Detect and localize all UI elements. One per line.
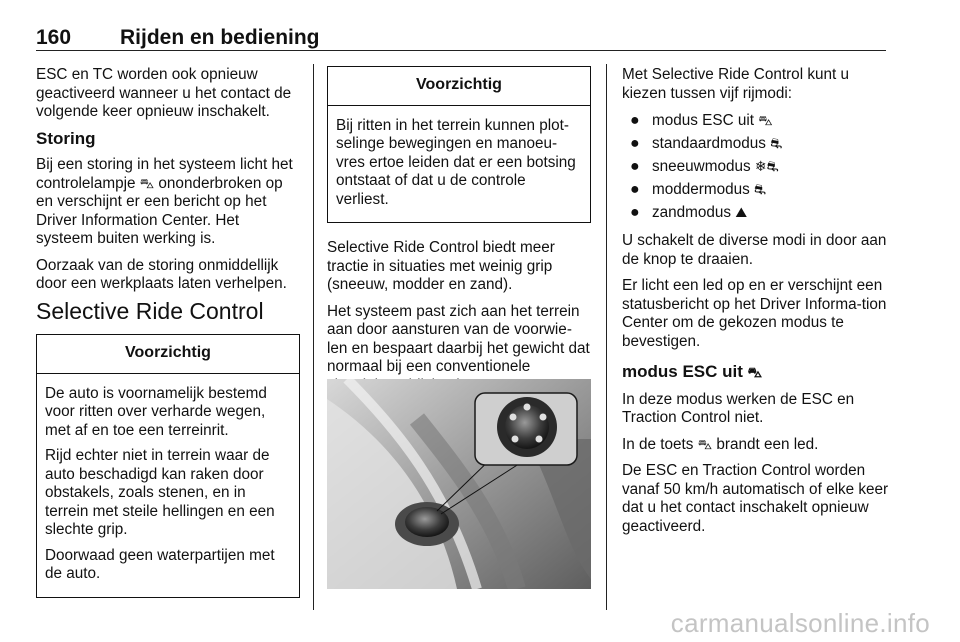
column-3 — [622, 66, 890, 544]
page-number: 160 — [36, 26, 72, 49]
storing-text-a: Bij een storing in het systeem licht het controlelampje — [36, 156, 293, 192]
sand-mode-icon: ⛰ — [735, 205, 748, 221]
mode-label: standaardmodus — [652, 135, 766, 152]
section-heading: Selective Ride Control — [36, 297, 264, 324]
esc-off-heading-text: modus ESC uit — [622, 362, 743, 381]
mud-mode-icon: ⛐ — [754, 182, 767, 198]
caution-body — [328, 106, 590, 223]
modes-intro: Met Selective Ride Control kunt u kiezen tussen vijf rijmodi: — [622, 66, 850, 102]
list-item — [622, 111, 890, 134]
esc-off-text-b: brandt een led. — [716, 435, 819, 453]
esc-off-heading — [622, 363, 890, 383]
storing-text-b: ononderbroken op en verschijnt er een bericht op het Driver Information Center. Het systeem buiten werking is. — [36, 174, 283, 247]
caution-box — [36, 334, 300, 598]
esc-off-icon: ⛍ — [139, 175, 155, 192]
caution-box — [327, 66, 591, 223]
esc-off-icon: ⛍ — [758, 113, 773, 129]
bullet-icon: ● — [630, 112, 640, 129]
mode-label: zandmodus — [652, 204, 732, 221]
list-item — [622, 180, 890, 203]
esc-off-icon: ⛍ — [697, 436, 713, 453]
snow-mode-icon: ❄⛐ — [754, 159, 779, 175]
bullet-icon: ● — [630, 158, 640, 175]
esc-off-paragraph-2 — [622, 436, 890, 455]
mode-label: modus ESC uit — [652, 112, 755, 129]
page-header — [36, 26, 886, 51]
storing-paragraph-2: Oorzaak van de storing onmiddellijk door een werkplaats laten verhelpen. — [36, 256, 287, 292]
bullet-icon: ● — [630, 135, 640, 152]
bullet-icon: ● — [630, 204, 640, 221]
modes-paragraph-2: Er licht een led op en er verschijnt een statusbericht op het Driver Informa-tion Center om de gekozen modus te bevestigen. — [622, 277, 887, 350]
intro-paragraph: ESC en TC worden ook opnieuw geactiveerd wanneer u het contact de volgende keer opnieuw inschakelt. — [36, 66, 292, 120]
caution-title: Voorzichtig — [37, 335, 299, 374]
caution-body — [37, 374, 299, 597]
caution-paragraph: Rijd echter niet in terrein waar de auto beschadigd kan raken door obstakels, zoals stenen, en in terrein met steile hellingen en een slechte grip. — [45, 447, 275, 538]
storing-heading: Storing — [36, 128, 96, 148]
esc-off-icon: ⛍ — [747, 365, 763, 381]
caution-paragraph: Bij ritten in het terrein kunnen plot-selinge bewegingen en manoeu-vres ertoe leiden dat er een botsing ontstaat of dat u de controle verliest. — [336, 116, 576, 208]
list-item — [622, 134, 890, 157]
src-paragraph-1: Selective Ride Control biedt meer tractie in situaties met weinig grip (sneeuw, modder en zand). — [327, 239, 555, 293]
bullet-icon: ● — [630, 181, 640, 198]
storing-paragraph — [36, 156, 300, 249]
column-2 — [327, 66, 591, 403]
page-title: Rijden en bediening — [120, 26, 320, 49]
caution-paragraph: De auto is voornamelijk bestemd voor ritten over verharde wegen, met af en toe een terreinrit. — [45, 384, 267, 439]
standard-mode-icon: ⛐ — [770, 136, 783, 152]
column-divider — [606, 64, 607, 610]
column-1 — [36, 66, 300, 598]
caution-paragraph: Doorwaad geen waterpartijen met de auto. — [45, 546, 275, 582]
caution-title: Voorzichtig — [328, 67, 590, 106]
console-photo — [327, 379, 591, 589]
list-item — [622, 203, 890, 226]
modes-paragraph-1: U schakelt de diverse modi in door aan de knop te draaien. — [622, 232, 887, 268]
esc-off-paragraph-1: In deze modus werken de ESC en Traction Control niet. — [622, 390, 855, 426]
modes-list — [622, 111, 890, 226]
column-divider — [313, 64, 314, 610]
src-paragraph-2: Het systeem past zich aan het terrein aan door aansturen van de voorwie-len en bespaart daarbij het gewicht dat normaal bij een conventionele — [327, 302, 590, 375]
mode-label: sneeuwmodus — [652, 158, 751, 175]
watermark: carmanualsonline.info — [670, 608, 930, 638]
esc-off-paragraph-3: De ESC en Traction Control worden vanaf 50 km/h automatisch of elke keer dat u het contact inschakelt opnieuw geactiveerd. — [622, 462, 889, 535]
list-item — [622, 157, 890, 180]
esc-off-text-a: In de toets — [622, 435, 694, 453]
mode-label: moddermodus — [652, 181, 750, 198]
